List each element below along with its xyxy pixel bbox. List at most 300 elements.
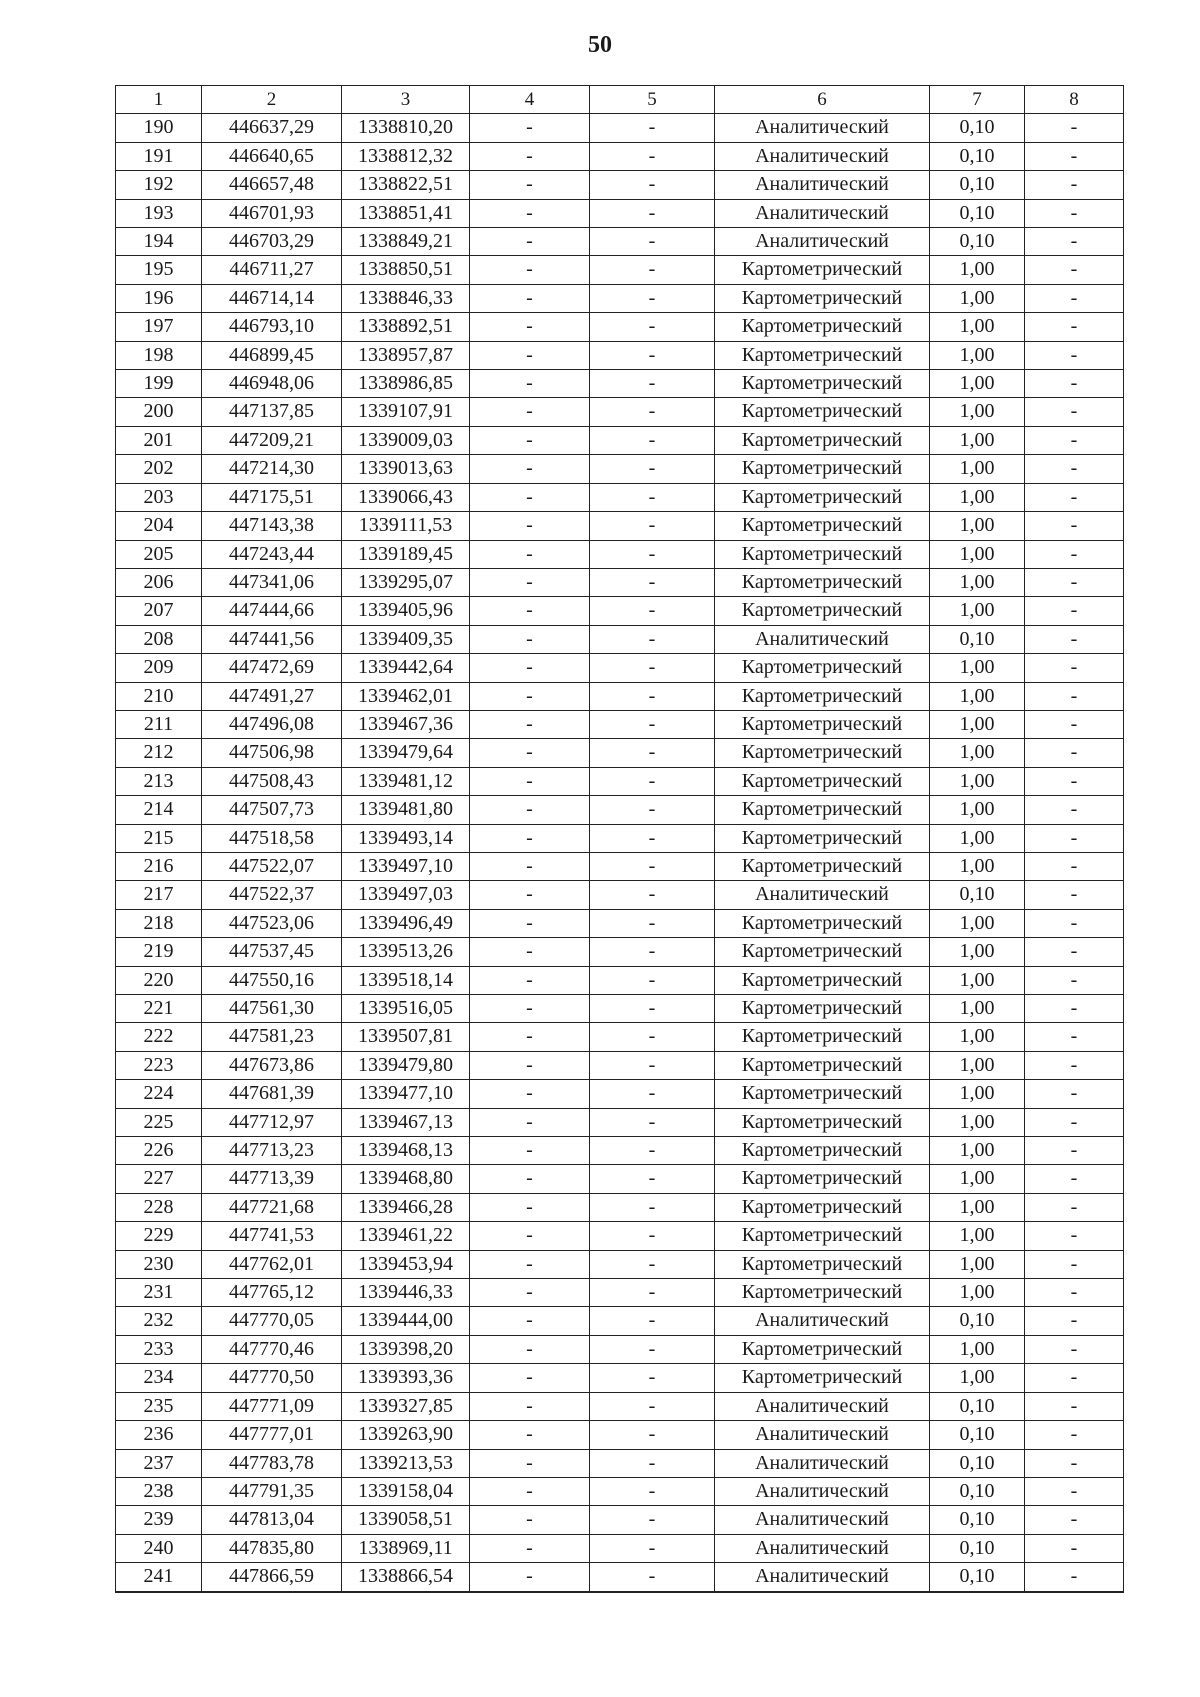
- y-coordinate-cell: 1339466,28: [342, 1193, 470, 1221]
- method-cell: Картометрический: [715, 1364, 930, 1392]
- table-row: [116, 114, 1124, 142]
- column-header: 8: [1025, 86, 1124, 114]
- col4-cell: -: [470, 171, 590, 199]
- col4-cell: -: [470, 313, 590, 341]
- col8-cell: -: [1025, 1193, 1124, 1221]
- point-number-cell: 211: [116, 710, 202, 738]
- col8-cell: -: [1025, 171, 1124, 199]
- point-number-cell: 229: [116, 1222, 202, 1250]
- col4-cell: -: [470, 228, 590, 256]
- method-cell: Картометрический: [715, 710, 930, 738]
- col4-cell: -: [470, 540, 590, 568]
- col8-cell: -: [1025, 370, 1124, 398]
- table-body: [116, 114, 1124, 1592]
- table-row: [116, 909, 1124, 937]
- col4-cell: -: [470, 1250, 590, 1278]
- col8-cell: -: [1025, 313, 1124, 341]
- x-coordinate-cell: 447444,66: [202, 597, 342, 625]
- y-coordinate-cell: 1338957,87: [342, 341, 470, 369]
- y-coordinate-cell: 1339398,20: [342, 1335, 470, 1363]
- col4-cell: -: [470, 568, 590, 596]
- col4-cell: -: [470, 938, 590, 966]
- accuracy-cell: 0,10: [930, 1534, 1025, 1562]
- x-coordinate-cell: 447713,39: [202, 1165, 342, 1193]
- table-row: [116, 483, 1124, 511]
- accuracy-cell: 1,00: [930, 682, 1025, 710]
- x-coordinate-cell: 446657,48: [202, 171, 342, 199]
- table-row: [116, 654, 1124, 682]
- y-coordinate-cell: 1339263,90: [342, 1421, 470, 1449]
- method-cell: Аналитический: [715, 199, 930, 227]
- table-row: [116, 938, 1124, 966]
- table-row: [116, 1051, 1124, 1079]
- col5-cell: -: [590, 284, 715, 312]
- y-coordinate-cell: 1338969,11: [342, 1534, 470, 1562]
- col5-cell: -: [590, 909, 715, 937]
- col4-cell: -: [470, 256, 590, 284]
- col4-cell: -: [470, 767, 590, 795]
- y-coordinate-cell: 1339513,26: [342, 938, 470, 966]
- y-coordinate-cell: 1339468,13: [342, 1137, 470, 1165]
- accuracy-cell: 1,00: [930, 1193, 1025, 1221]
- y-coordinate-cell: 1339467,13: [342, 1108, 470, 1136]
- table-row: [116, 1137, 1124, 1165]
- table-row: [116, 540, 1124, 568]
- accuracy-cell: 1,00: [930, 966, 1025, 994]
- accuracy-cell: 1,00: [930, 796, 1025, 824]
- point-number-cell: 207: [116, 597, 202, 625]
- col8-cell: -: [1025, 1534, 1124, 1562]
- col4-cell: -: [470, 739, 590, 767]
- point-number-cell: 235: [116, 1392, 202, 1420]
- col8-cell: -: [1025, 1250, 1124, 1278]
- method-cell: Аналитический: [715, 171, 930, 199]
- x-coordinate-cell: 446703,29: [202, 228, 342, 256]
- col8-cell: -: [1025, 625, 1124, 653]
- accuracy-cell: 1,00: [930, 398, 1025, 426]
- x-coordinate-cell: 447777,01: [202, 1421, 342, 1449]
- x-coordinate-cell: 447243,44: [202, 540, 342, 568]
- col8-cell: -: [1025, 995, 1124, 1023]
- x-coordinate-cell: 446637,29: [202, 114, 342, 142]
- col4-cell: -: [470, 398, 590, 426]
- y-coordinate-cell: 1339481,12: [342, 767, 470, 795]
- point-number-cell: 217: [116, 881, 202, 909]
- method-cell: Аналитический: [715, 1392, 930, 1420]
- point-number-cell: 205: [116, 540, 202, 568]
- col4-cell: -: [470, 114, 590, 142]
- col5-cell: -: [590, 1250, 715, 1278]
- col4-cell: -: [470, 142, 590, 170]
- col8-cell: -: [1025, 824, 1124, 852]
- x-coordinate-cell: 447175,51: [202, 483, 342, 511]
- col5-cell: -: [590, 767, 715, 795]
- col5-cell: -: [590, 995, 715, 1023]
- table-row: [116, 1534, 1124, 1562]
- point-number-cell: 240: [116, 1534, 202, 1562]
- method-cell: Аналитический: [715, 1449, 930, 1477]
- col5-cell: -: [590, 1449, 715, 1477]
- method-cell: Картометрический: [715, 284, 930, 312]
- accuracy-cell: 0,10: [930, 1506, 1025, 1534]
- x-coordinate-cell: 447721,68: [202, 1193, 342, 1221]
- x-coordinate-cell: 446714,14: [202, 284, 342, 312]
- x-coordinate-cell: 447581,23: [202, 1023, 342, 1051]
- col4-cell: -: [470, 1165, 590, 1193]
- col4-cell: -: [470, 909, 590, 937]
- col5-cell: -: [590, 228, 715, 256]
- table-row: [116, 995, 1124, 1023]
- col8-cell: -: [1025, 1137, 1124, 1165]
- col4-cell: -: [470, 1421, 590, 1449]
- x-coordinate-cell: 447506,98: [202, 739, 342, 767]
- y-coordinate-cell: 1339479,80: [342, 1051, 470, 1079]
- point-number-cell: 237: [116, 1449, 202, 1477]
- column-header: 6: [715, 86, 930, 114]
- x-coordinate-cell: 447508,43: [202, 767, 342, 795]
- y-coordinate-cell: 1339479,64: [342, 739, 470, 767]
- y-coordinate-cell: 1339213,53: [342, 1449, 470, 1477]
- y-coordinate-cell: 1338850,51: [342, 256, 470, 284]
- col8-cell: -: [1025, 341, 1124, 369]
- method-cell: Аналитический: [715, 142, 930, 170]
- col8-cell: -: [1025, 796, 1124, 824]
- point-number-cell: 238: [116, 1477, 202, 1505]
- col8-cell: -: [1025, 1421, 1124, 1449]
- method-cell: Аналитический: [715, 625, 930, 653]
- col8-cell: -: [1025, 739, 1124, 767]
- col5-cell: -: [590, 1534, 715, 1562]
- col8-cell: -: [1025, 966, 1124, 994]
- y-coordinate-cell: 1339507,81: [342, 1023, 470, 1051]
- y-coordinate-cell: 1339462,01: [342, 682, 470, 710]
- y-coordinate-cell: 1339496,49: [342, 909, 470, 937]
- col5-cell: -: [590, 199, 715, 227]
- point-number-cell: 224: [116, 1080, 202, 1108]
- method-cell: Картометрический: [715, 966, 930, 994]
- col5-cell: -: [590, 1279, 715, 1307]
- accuracy-cell: 1,00: [930, 426, 1025, 454]
- accuracy-cell: 1,00: [930, 1023, 1025, 1051]
- table-row: [116, 142, 1124, 170]
- col8-cell: -: [1025, 1335, 1124, 1363]
- table-row: [116, 398, 1124, 426]
- col8-cell: -: [1025, 1279, 1124, 1307]
- x-coordinate-cell: 446640,65: [202, 142, 342, 170]
- table-row: [116, 597, 1124, 625]
- x-coordinate-cell: 446948,06: [202, 370, 342, 398]
- x-coordinate-cell: 447523,06: [202, 909, 342, 937]
- accuracy-cell: 1,00: [930, 1364, 1025, 1392]
- table-row: [116, 1307, 1124, 1335]
- y-coordinate-cell: 1339467,36: [342, 710, 470, 738]
- point-number-cell: 202: [116, 455, 202, 483]
- x-coordinate-cell: 447791,35: [202, 1477, 342, 1505]
- accuracy-cell: 1,00: [930, 455, 1025, 483]
- table-row: [116, 313, 1124, 341]
- table-row: [116, 1108, 1124, 1136]
- col8-cell: -: [1025, 1506, 1124, 1534]
- col4-cell: -: [470, 824, 590, 852]
- col4-cell: -: [470, 1023, 590, 1051]
- y-coordinate-cell: 1338892,51: [342, 313, 470, 341]
- method-cell: Картометрический: [715, 483, 930, 511]
- col8-cell: -: [1025, 767, 1124, 795]
- point-number-cell: 215: [116, 824, 202, 852]
- point-number-cell: 239: [116, 1506, 202, 1534]
- x-coordinate-cell: 446793,10: [202, 313, 342, 341]
- x-coordinate-cell: 447770,46: [202, 1335, 342, 1363]
- col5-cell: -: [590, 739, 715, 767]
- col5-cell: -: [590, 1335, 715, 1363]
- method-cell: Картометрический: [715, 1137, 930, 1165]
- method-cell: Картометрический: [715, 426, 930, 454]
- y-coordinate-cell: 1339158,04: [342, 1477, 470, 1505]
- col5-cell: -: [590, 1506, 715, 1534]
- col5-cell: -: [590, 1477, 715, 1505]
- accuracy-cell: 0,10: [930, 228, 1025, 256]
- accuracy-cell: 1,00: [930, 483, 1025, 511]
- col4-cell: -: [470, 284, 590, 312]
- point-number-cell: 219: [116, 938, 202, 966]
- accuracy-cell: 1,00: [930, 256, 1025, 284]
- col5-cell: -: [590, 1563, 715, 1592]
- y-coordinate-cell: 1339189,45: [342, 540, 470, 568]
- col8-cell: -: [1025, 1222, 1124, 1250]
- col5-cell: -: [590, 1165, 715, 1193]
- col5-cell: -: [590, 1051, 715, 1079]
- col8-cell: -: [1025, 455, 1124, 483]
- method-cell: Картометрический: [715, 313, 930, 341]
- point-number-cell: 228: [116, 1193, 202, 1221]
- col5-cell: -: [590, 114, 715, 142]
- table-row: [116, 1449, 1124, 1477]
- point-number-cell: 241: [116, 1563, 202, 1592]
- x-coordinate-cell: 447765,12: [202, 1279, 342, 1307]
- col4-cell: -: [470, 597, 590, 625]
- points-table: [115, 85, 1124, 1593]
- column-header: 1: [116, 86, 202, 114]
- col4-cell: -: [470, 1222, 590, 1250]
- col4-cell: -: [470, 710, 590, 738]
- accuracy-cell: 1,00: [930, 767, 1025, 795]
- accuracy-cell: 1,00: [930, 654, 1025, 682]
- col8-cell: -: [1025, 1449, 1124, 1477]
- col5-cell: -: [590, 1193, 715, 1221]
- col5-cell: -: [590, 455, 715, 483]
- accuracy-cell: 1,00: [930, 1108, 1025, 1136]
- col5-cell: -: [590, 682, 715, 710]
- method-cell: Картометрический: [715, 852, 930, 880]
- accuracy-cell: 1,00: [930, 512, 1025, 540]
- col5-cell: -: [590, 341, 715, 369]
- col4-cell: -: [470, 796, 590, 824]
- table-row: [116, 568, 1124, 596]
- col8-cell: -: [1025, 256, 1124, 284]
- col4-cell: -: [470, 1563, 590, 1592]
- header-row: [116, 86, 1124, 114]
- table-row: [116, 739, 1124, 767]
- point-number-cell: 231: [116, 1279, 202, 1307]
- accuracy-cell: 0,10: [930, 1392, 1025, 1420]
- y-coordinate-cell: 1338851,41: [342, 199, 470, 227]
- accuracy-cell: 1,00: [930, 852, 1025, 880]
- column-header: 7: [930, 86, 1025, 114]
- col4-cell: -: [470, 426, 590, 454]
- col8-cell: -: [1025, 540, 1124, 568]
- x-coordinate-cell: 447673,86: [202, 1051, 342, 1079]
- method-cell: Картометрический: [715, 512, 930, 540]
- col4-cell: -: [470, 1051, 590, 1079]
- method-cell: Аналитический: [715, 114, 930, 142]
- method-cell: Картометрический: [715, 824, 930, 852]
- table-row: [116, 682, 1124, 710]
- col8-cell: -: [1025, 1165, 1124, 1193]
- point-number-cell: 213: [116, 767, 202, 795]
- accuracy-cell: 0,10: [930, 1563, 1025, 1592]
- col4-cell: -: [470, 1080, 590, 1108]
- method-cell: Картометрический: [715, 540, 930, 568]
- y-coordinate-cell: 1338986,85: [342, 370, 470, 398]
- col5-cell: -: [590, 568, 715, 596]
- table-row: [116, 966, 1124, 994]
- accuracy-cell: 1,00: [930, 909, 1025, 937]
- col5-cell: -: [590, 370, 715, 398]
- y-coordinate-cell: 1339516,05: [342, 995, 470, 1023]
- x-coordinate-cell: 447866,59: [202, 1563, 342, 1592]
- y-coordinate-cell: 1339442,64: [342, 654, 470, 682]
- x-coordinate-cell: 447341,06: [202, 568, 342, 596]
- point-number-cell: 218: [116, 909, 202, 937]
- x-coordinate-cell: 447712,97: [202, 1108, 342, 1136]
- accuracy-cell: 1,00: [930, 938, 1025, 966]
- x-coordinate-cell: 447713,23: [202, 1137, 342, 1165]
- accuracy-cell: 1,00: [930, 1250, 1025, 1278]
- col4-cell: -: [470, 1193, 590, 1221]
- x-coordinate-cell: 447741,53: [202, 1222, 342, 1250]
- col5-cell: -: [590, 938, 715, 966]
- x-coordinate-cell: 447522,37: [202, 881, 342, 909]
- col5-cell: -: [590, 1421, 715, 1449]
- y-coordinate-cell: 1339461,22: [342, 1222, 470, 1250]
- col8-cell: -: [1025, 654, 1124, 682]
- method-cell: Картометрический: [715, 1023, 930, 1051]
- col5-cell: -: [590, 796, 715, 824]
- col5-cell: -: [590, 1222, 715, 1250]
- point-number-cell: 203: [116, 483, 202, 511]
- accuracy-cell: 0,10: [930, 1449, 1025, 1477]
- method-cell: Аналитический: [715, 881, 930, 909]
- method-cell: Аналитический: [715, 228, 930, 256]
- col5-cell: -: [590, 142, 715, 170]
- table-row: [116, 426, 1124, 454]
- point-number-cell: 225: [116, 1108, 202, 1136]
- col8-cell: -: [1025, 483, 1124, 511]
- x-coordinate-cell: 447537,45: [202, 938, 342, 966]
- col5-cell: -: [590, 597, 715, 625]
- x-coordinate-cell: 447491,27: [202, 682, 342, 710]
- method-cell: Картометрический: [715, 682, 930, 710]
- table-row: [116, 512, 1124, 540]
- col5-cell: -: [590, 540, 715, 568]
- col8-cell: -: [1025, 228, 1124, 256]
- table-row: [116, 1506, 1124, 1534]
- point-number-cell: 214: [116, 796, 202, 824]
- col8-cell: -: [1025, 1477, 1124, 1505]
- point-number-cell: 210: [116, 682, 202, 710]
- col5-cell: -: [590, 881, 715, 909]
- accuracy-cell: 1,00: [930, 597, 1025, 625]
- table-row: [116, 1165, 1124, 1193]
- col8-cell: -: [1025, 199, 1124, 227]
- accuracy-cell: 1,00: [930, 1137, 1025, 1165]
- x-coordinate-cell: 447472,69: [202, 654, 342, 682]
- x-coordinate-cell: 447518,58: [202, 824, 342, 852]
- col8-cell: -: [1025, 710, 1124, 738]
- x-coordinate-cell: 446899,45: [202, 341, 342, 369]
- col4-cell: -: [470, 1307, 590, 1335]
- method-cell: Картометрический: [715, 1051, 930, 1079]
- point-number-cell: 232: [116, 1307, 202, 1335]
- col5-cell: -: [590, 966, 715, 994]
- col5-cell: -: [590, 824, 715, 852]
- x-coordinate-cell: 447550,16: [202, 966, 342, 994]
- y-coordinate-cell: 1339453,94: [342, 1250, 470, 1278]
- col5-cell: -: [590, 1080, 715, 1108]
- method-cell: Аналитический: [715, 1477, 930, 1505]
- accuracy-cell: 0,10: [930, 171, 1025, 199]
- table-row: [116, 1279, 1124, 1307]
- method-cell: Аналитический: [715, 1307, 930, 1335]
- method-cell: Картометрический: [715, 1250, 930, 1278]
- col4-cell: -: [470, 654, 590, 682]
- col8-cell: -: [1025, 114, 1124, 142]
- table-row: [116, 796, 1124, 824]
- col5-cell: -: [590, 1023, 715, 1051]
- y-coordinate-cell: 1339446,33: [342, 1279, 470, 1307]
- point-number-cell: 233: [116, 1335, 202, 1363]
- table-row: [116, 1421, 1124, 1449]
- col5-cell: -: [590, 1108, 715, 1136]
- accuracy-cell: 0,10: [930, 1421, 1025, 1449]
- col4-cell: -: [470, 455, 590, 483]
- x-coordinate-cell: 446701,93: [202, 199, 342, 227]
- col5-cell: -: [590, 171, 715, 199]
- point-number-cell: 206: [116, 568, 202, 596]
- accuracy-cell: 1,00: [930, 1080, 1025, 1108]
- accuracy-cell: 0,10: [930, 1307, 1025, 1335]
- col8-cell: -: [1025, 426, 1124, 454]
- y-coordinate-cell: 1338822,51: [342, 171, 470, 199]
- table-row: [116, 256, 1124, 284]
- table-row: [116, 824, 1124, 852]
- x-coordinate-cell: 447835,80: [202, 1534, 342, 1562]
- point-number-cell: 227: [116, 1165, 202, 1193]
- col8-cell: -: [1025, 1023, 1124, 1051]
- method-cell: Картометрический: [715, 938, 930, 966]
- table-row: [116, 171, 1124, 199]
- x-coordinate-cell: 447507,73: [202, 796, 342, 824]
- col4-cell: -: [470, 512, 590, 540]
- table-row: [116, 455, 1124, 483]
- col8-cell: -: [1025, 1392, 1124, 1420]
- x-coordinate-cell: 447770,50: [202, 1364, 342, 1392]
- col8-cell: -: [1025, 938, 1124, 966]
- point-number-cell: 208: [116, 625, 202, 653]
- point-number-cell: 197: [116, 313, 202, 341]
- table-row: [116, 1563, 1124, 1592]
- col8-cell: -: [1025, 597, 1124, 625]
